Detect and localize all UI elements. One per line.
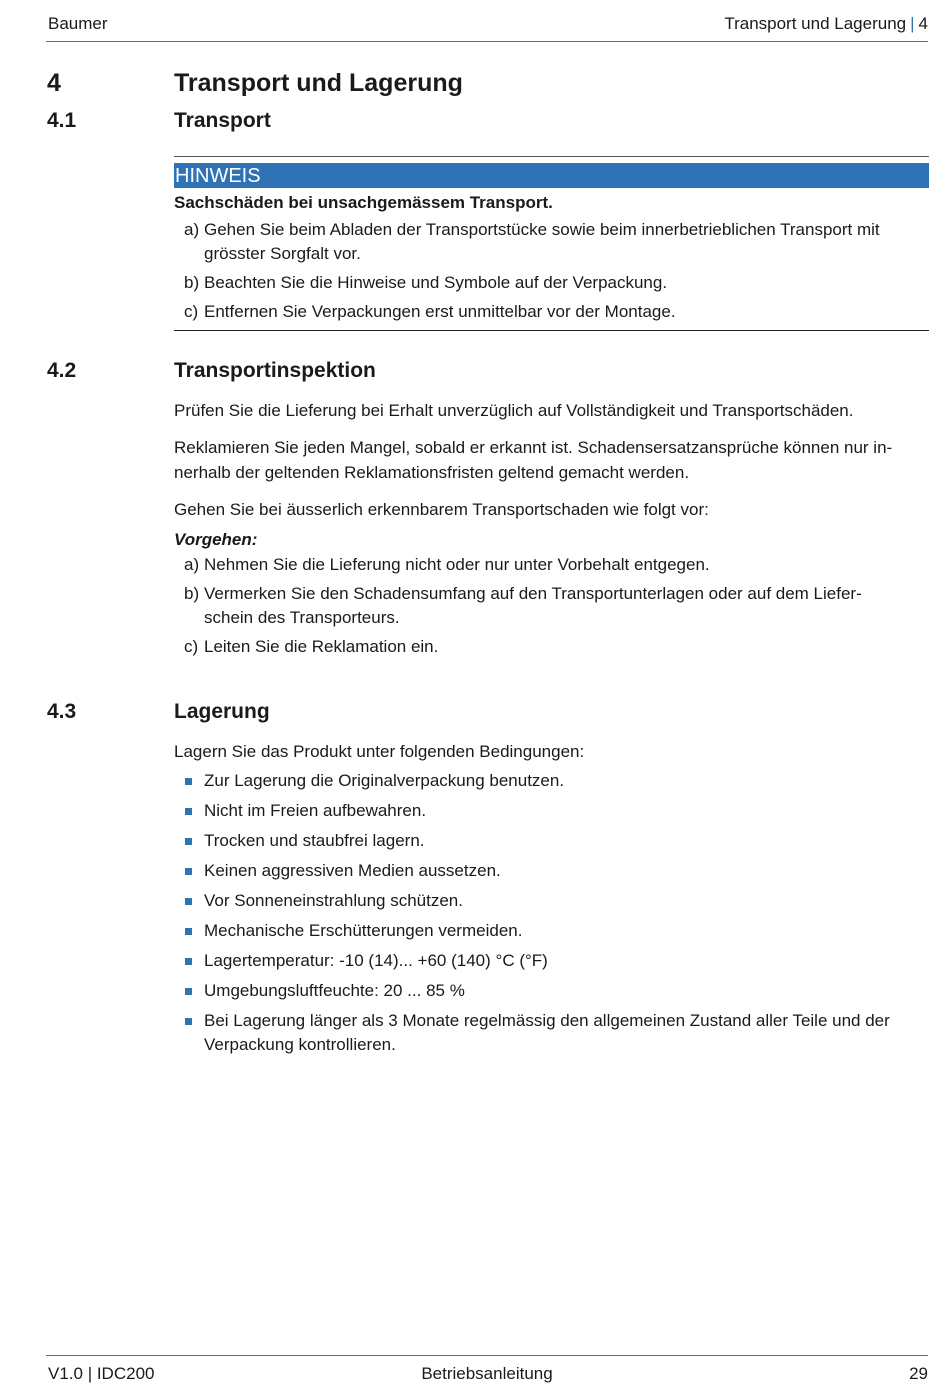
section-4-3-number: 4.3 — [47, 700, 77, 723]
square-bullet-icon — [185, 838, 192, 845]
list-item-text: Bei Lagerung länger als 3 Monate regelmässig den allgemeinen Zustand aller Teile und der — [204, 1011, 890, 1030]
page-header — [46, 13, 928, 42]
list-item-text: Zur Lagerung die Originalverpackung benutzen. — [204, 771, 565, 790]
header-brand: Baumer — [48, 14, 108, 33]
header-chapter-number: 4 — [918, 14, 928, 33]
section-4-3-title: Lagerung — [174, 700, 270, 723]
list-item — [174, 949, 929, 973]
section-4-1-title: Transport — [174, 109, 271, 132]
footer-doc-title: Betriebsanleitung — [421, 1364, 553, 1383]
list-marker: b) — [184, 273, 200, 292]
storage-conditions-list — [174, 769, 929, 1057]
list-item — [174, 635, 929, 659]
section-4-2-number: 4.2 — [47, 359, 77, 382]
notice-headline: Sachschäden bei unsachgemässem Transport. — [174, 193, 553, 212]
square-bullet-icon — [185, 928, 192, 935]
list-item-text: Umgebungsluftfeuchte: 20 ... 85 % — [204, 981, 465, 1000]
square-bullet-icon — [185, 1018, 192, 1025]
list-item-text: Vermerken Sie den Schadensumfang auf den Transportunterlagen oder auf dem Liefer- — [204, 584, 862, 603]
list-item-text: Nehmen Sie die Lieferung nicht oder nur unter Vorbehalt entgegen. — [204, 555, 710, 574]
list-item — [174, 1009, 929, 1057]
procedure-label: Vorgehen: — [174, 530, 258, 549]
list-item-text: Lagertemperatur: -10 (14)... +60 (140) °C (°F) — [204, 951, 548, 970]
list-item — [174, 799, 929, 823]
list-marker: c) — [184, 637, 199, 656]
page-number: 29 — [909, 1364, 928, 1383]
list-item — [174, 859, 929, 883]
square-bullet-icon — [185, 778, 192, 785]
header-chapter-title: Transport und Lagerung — [724, 14, 907, 33]
chapter-number: 4 — [47, 69, 61, 97]
paragraph-line: Reklamieren Sie jeden Mangel, sobald er erkannt ist. Schadensersatzansprüche können nur in- — [174, 438, 893, 457]
paragraph: Gehen Sie bei äusserlich erkennbarem Transportschaden wie folgt vor: — [174, 500, 709, 519]
notice-item — [174, 218, 929, 266]
square-bullet-icon — [185, 898, 192, 905]
square-bullet-icon — [185, 958, 192, 965]
notice-item-text: Entfernen Sie Verpackungen erst unmittelbar vor der Montage. — [204, 302, 676, 321]
header-separator: | — [910, 14, 915, 33]
list-marker: a) — [184, 220, 200, 239]
procedure-steps — [174, 553, 929, 659]
section-4-1-number: 4.1 — [47, 109, 77, 132]
list-item — [174, 919, 929, 943]
list-marker: b) — [184, 584, 200, 603]
list-item — [174, 553, 929, 577]
list-item-text: Verpackung kontrollieren. — [204, 1035, 396, 1054]
notice-item-text: Beachten Sie die Hinweise und Symbole auf der Verpackung. — [204, 273, 668, 292]
list-item-text: Vor Sonneneinstrahlung schützen. — [204, 891, 463, 910]
paragraph: Prüfen Sie die Lieferung bei Erhalt unverzüglich auf Vollständigkeit und Transportschäden. — [174, 401, 854, 420]
page-footer — [46, 1355, 928, 1386]
list-marker: a) — [184, 555, 200, 574]
square-bullet-icon — [185, 868, 192, 875]
footer-version: V1.0 | IDC200 — [48, 1364, 155, 1383]
notice-item-text: Gehen Sie beim Abladen der Transportstücke sowie beim innerbetrieblichen Transport mit grösster Sorgfalt vor. — [204, 220, 880, 263]
list-marker: c) — [184, 302, 199, 321]
list-item-text: Keinen aggressiven Medien aussetzen. — [204, 861, 501, 880]
list-item-text: Mechanische Erschütterungen vermeiden. — [204, 921, 523, 940]
list-item-text: Nicht im Freien aufbewahren. — [204, 801, 427, 820]
paragraph — [174, 435, 929, 485]
paragraph-line: nerhalb der geltenden Reklamationsfristen geltend gemacht werden. — [174, 463, 690, 482]
square-bullet-icon — [185, 988, 192, 995]
section-4-2-title: Transportinspektion — [174, 359, 376, 382]
notice-item — [174, 271, 929, 295]
list-item — [174, 889, 929, 913]
list-item — [174, 979, 929, 1003]
list-item — [174, 769, 929, 793]
notice-item — [174, 300, 929, 324]
square-bullet-icon — [185, 808, 192, 815]
list-item-text: schein des Transporteurs. — [204, 608, 400, 627]
header-chapter — [724, 14, 928, 34]
notice-label: HINWEIS — [174, 163, 929, 188]
list-item-text: Trocken und staubfrei lagern. — [204, 831, 425, 850]
paragraph: Lagern Sie das Produkt unter folgenden Bedingungen: — [174, 742, 585, 761]
list-item-text: Leiten Sie die Reklamation ein. — [204, 637, 439, 656]
notice-box — [174, 156, 929, 331]
list-item — [174, 829, 929, 853]
list-item — [174, 582, 929, 630]
chapter-title: Transport und Lagerung — [174, 69, 463, 97]
